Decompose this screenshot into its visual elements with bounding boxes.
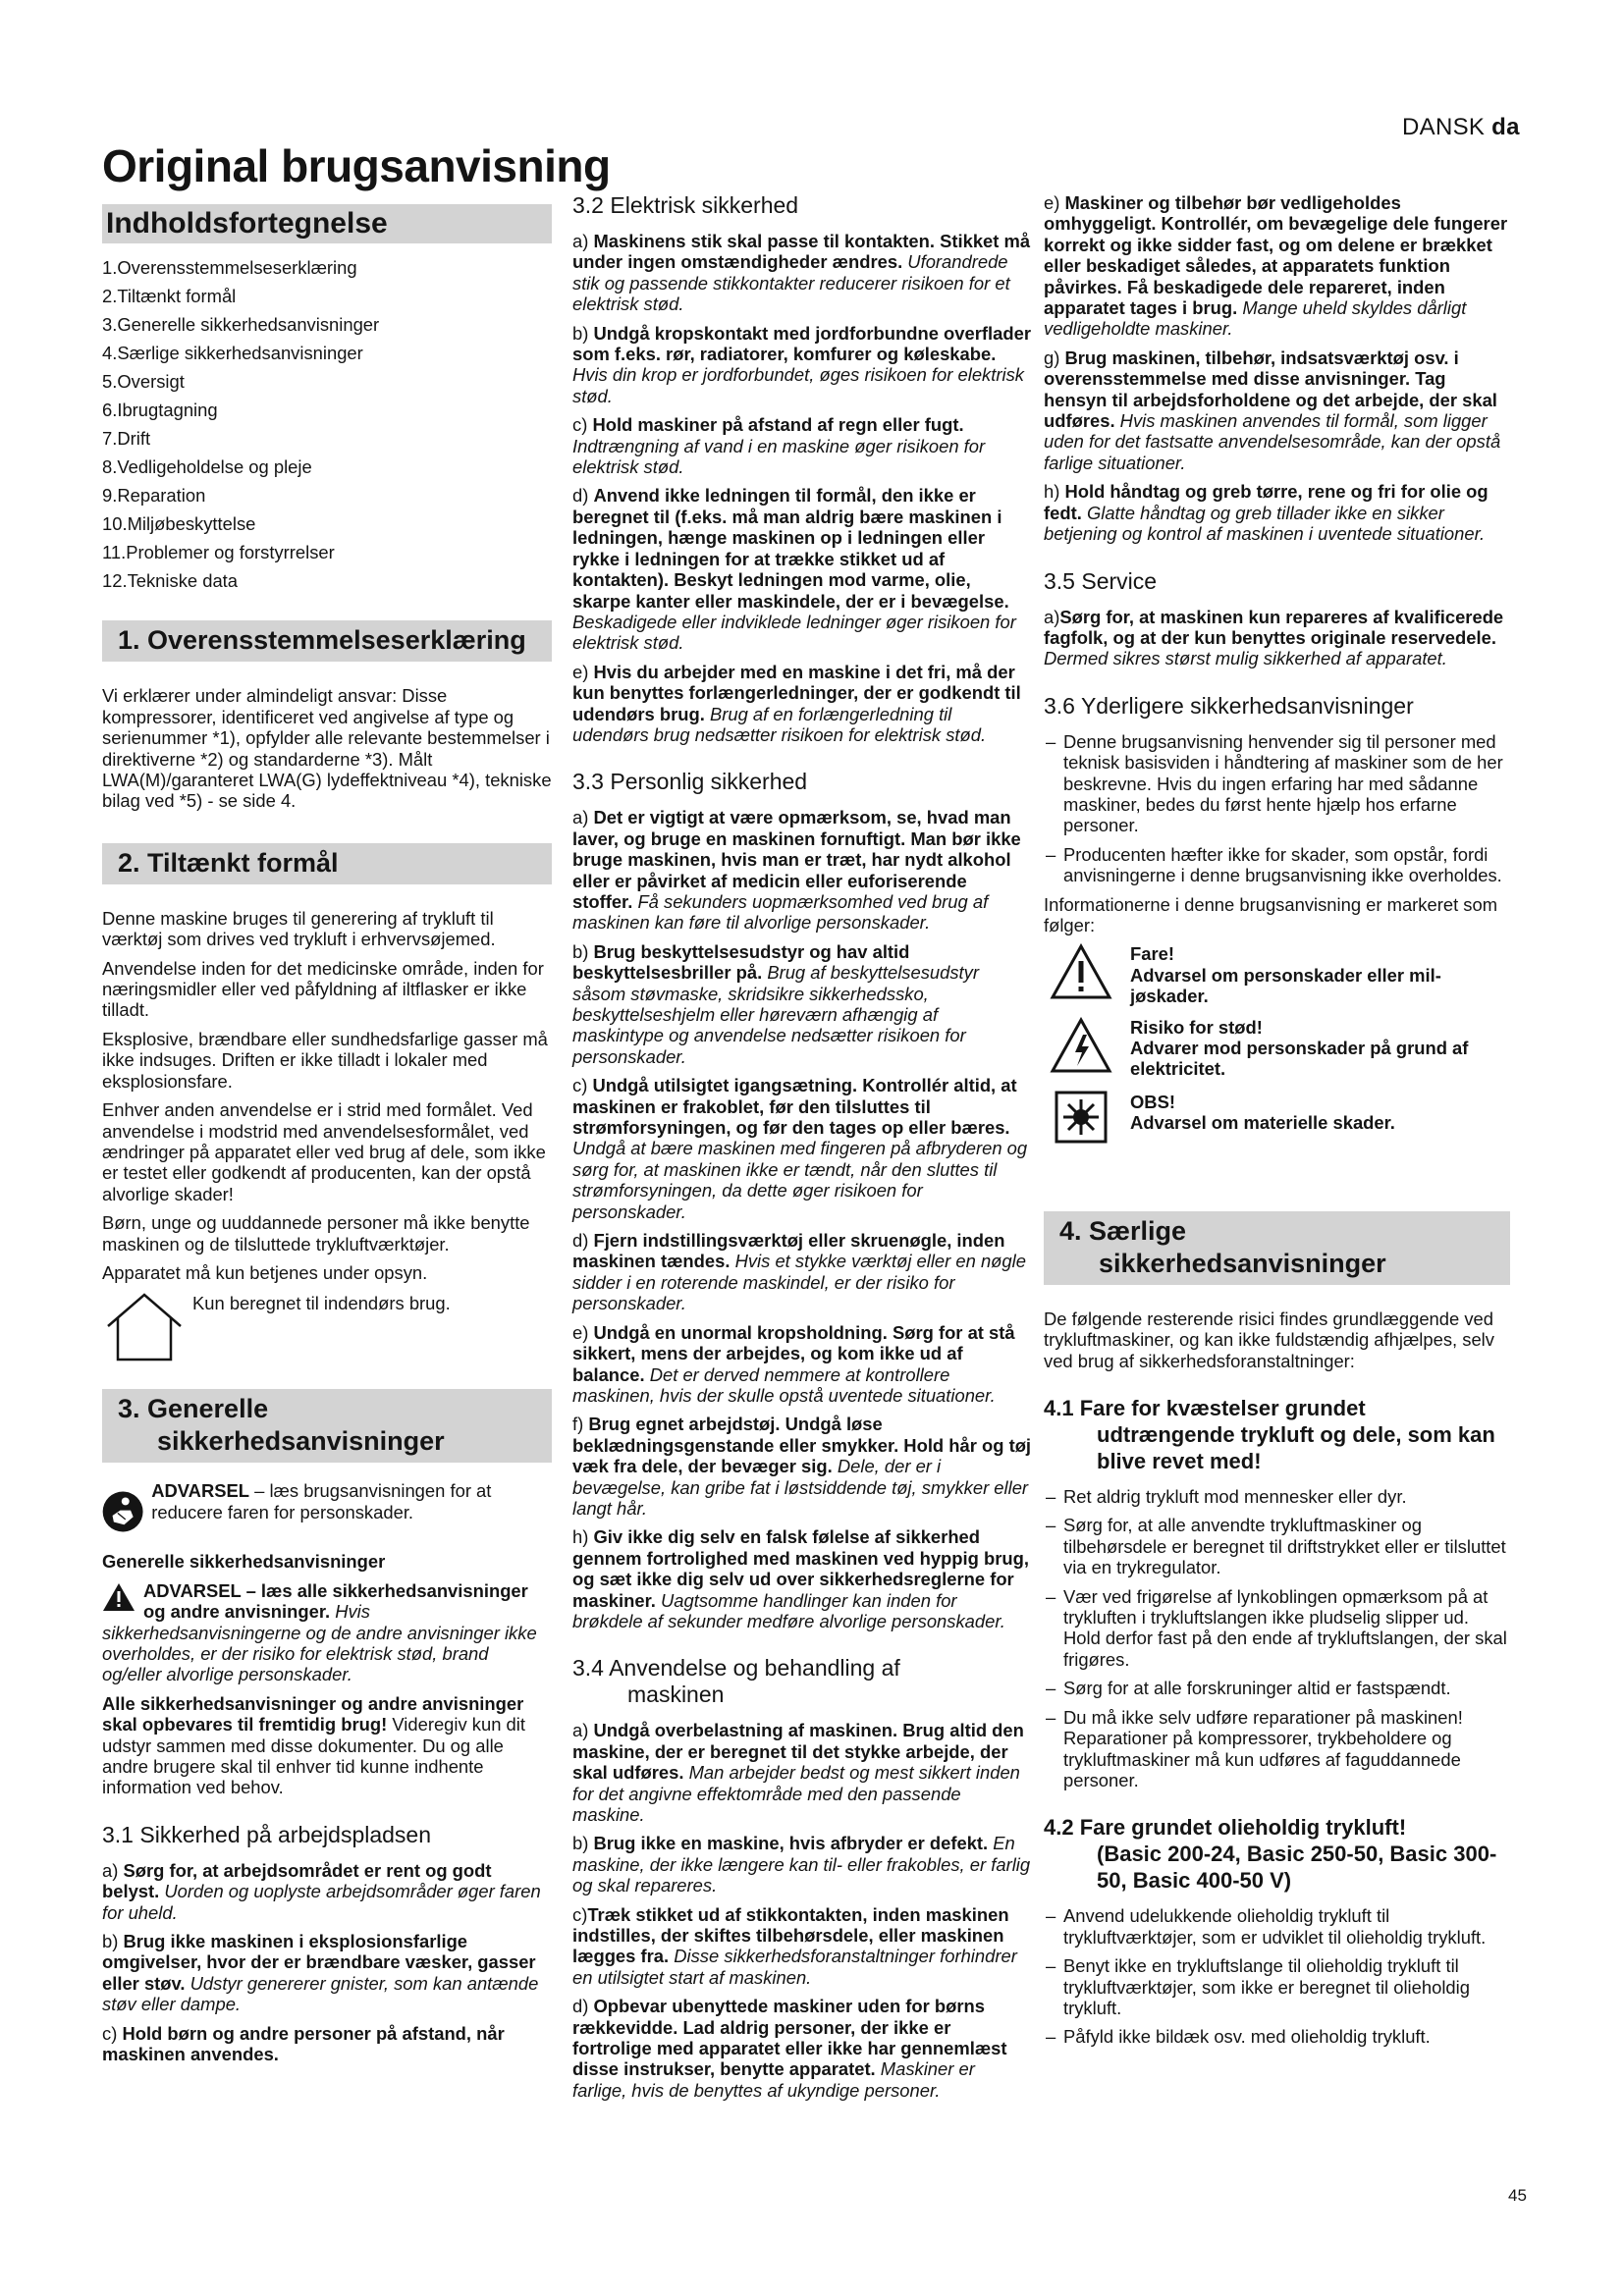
safety-item — [102, 2023, 552, 2065]
safety-item — [1044, 347, 1510, 473]
list-item: – Benyt ikke en trykluftslange til olieholdig trykluft til trykluftværktøjer, som ikke er beregnet til olieholdig trykluft. — [1044, 1955, 1510, 2018]
item-reason: Uagtsomme handlinger kan inden for brøkdele af sekunder medføre alvorlige personskader. — [572, 1589, 1005, 1631]
section-3-heading: 3. Generelle sikkerhedsanvisninger — [102, 1389, 552, 1463]
section-4-2-heading: 4.2 Fare grundet olieholdig trykluft! (Basic 200-24, Basic 250-50, Basic 300-50, Basic 400-50 V) — [1044, 1815, 1497, 1894]
read-manual-icon — [102, 1480, 143, 1543]
item-label: e) — [572, 661, 594, 682]
safety-item — [572, 1414, 1032, 1519]
column-3 — [1044, 192, 1510, 2056]
safety-item — [572, 485, 1032, 653]
item-rule: Det er vigtigt at være opmærksom, se, hvad man laver, og bruge en maskinen fornuftigt. Man bør ikke bruge maskinen, hvis man er træt, har nydt alkohol eller er påvirket af medicin eller euforiserende stoffer. — [572, 807, 1021, 912]
item-reason: Indtrængning af vand i en maskine øger risikoen for elektrisk stød. — [572, 435, 986, 478]
item-label: d) — [572, 485, 594, 507]
safety-item — [572, 231, 1032, 315]
item-label: a) — [572, 1720, 594, 1741]
column-2 — [572, 192, 1032, 2109]
section-4-heading: 4. Særlige sikkerhedsanvisninger — [1044, 1211, 1510, 1285]
item-rule: Maskiner og tilbehør bør vedligeholdes omhyggeligt. Kontrollér, om bevægelige dele fungerer korrekt og ikke sidder fast, og om delene er brækket eller beskadiget således, at apparatets funktion påvirkes. Få beskadigede dele repareret, inden apparatet tages i brug. — [1044, 192, 1508, 319]
language-label: DANSK da — [1402, 114, 1520, 140]
safety-item — [572, 1996, 1032, 2101]
section-3-2-heading: 3.2 Elektrisk sikkerhed — [572, 192, 799, 218]
item-rule: Undgå kropskontakt med jordforbundne overflader som f.eks. rør, radiatorer, komfurer og køleskabe. — [572, 322, 1031, 365]
safety-item — [1044, 481, 1510, 544]
section-3-2-items — [572, 231, 1032, 745]
toc-item: 9.Reparation — [102, 485, 206, 506]
section-3-1-items — [102, 1860, 552, 2065]
item-reason: Man arbejder bedst og mest sikkert inden for det angivne effektområde med den passende maskine. — [572, 1762, 1020, 1825]
toc-item: 10.Miljøbeskyttelse — [102, 513, 256, 534]
item-rule: Brug maskinen, tilbehør, indsatsværktøj osv. i overensstemmelse med disse anvisninger. Tag hensyn til arbejdsforholdene og det arbejde, der skal udføres. — [1044, 347, 1497, 432]
item-label: d) — [572, 1996, 594, 2017]
general-safety-subheading: Generelle sikkerhedsanvisninger — [102, 1551, 386, 1573]
column-1 — [102, 204, 552, 2072]
obs-icon — [1054, 1090, 1109, 1145]
safety-item — [572, 323, 1032, 407]
item-rule: Brug egnet arbejdstøj. Undgå løse beklædningsgenstande eller smykker. Hold hår og tøj væk fra dele, der bevæger sig. — [572, 1414, 1032, 1477]
item-label: c) — [102, 2022, 123, 2044]
safety-item — [572, 1833, 1032, 1896]
electric-shock-icon — [1050, 1017, 1112, 1074]
house-icon — [102, 1291, 187, 1363]
item-reason: Det er derved nemmere at kontrollere maskinen, hvis der skulle opstå uventede situationer. — [572, 1363, 996, 1406]
read-all-warning: ADVARSEL – læs alle sikkerhedsanvisninger og andre anvisninger. Hvis sikkerhedsanvisningerne og de andre anvisninger ikke overholdes, er der risiko for elektrisk stød, brand og/eller alvorlige personskader. — [102, 1579, 537, 1685]
toc-item: 7.Drift — [102, 428, 151, 449]
safety-item — [102, 1931, 552, 2015]
item-label: h) — [1044, 481, 1065, 503]
keep-instructions: Alle sikkerhedsanvisninger og andre anvisninger skal opbevares til fremtidig brug! Videregiv kun dit udstyr sammen med disse dokumenter. Du og alle andre brugere skal til enhver tid kunne indhente information ved behov. — [102, 1692, 525, 1798]
paragraph: Enhver anden anvendelse er i strid med formålet. Ved anvendelse i modstrid med anvendelsesformålet, ved ændringer på apparatet eller ved brug af dele, som ikke er testet eller godkendt af producenten, kan der opstå alvorlige skader! — [102, 1099, 546, 1204]
list-item: – Du må ikke selv udføre reparationer på maskinen! Reparationer på kompressorer, trykbeholdere og trykluftmaskiner må kun udføres af faguddannede personer. — [1044, 1707, 1510, 1791]
item-label: b) — [572, 322, 594, 344]
safety-item — [572, 662, 1032, 746]
section-3-4-items — [572, 1720, 1032, 2101]
item-rule: Maskinens stik skal passe til kontakten. Stikket må under ingen omstændigheder ændres. — [572, 231, 1031, 273]
item-reason: Disse sikkerhedsforanstaltninger forhindrer en utilsigtet start af maskinen. — [572, 1946, 1017, 1988]
section-3-3-heading: 3.3 Personlig sikkerhed — [572, 769, 808, 795]
section-4-2-list — [1044, 1905, 1510, 2047]
item-label: h) — [572, 1526, 594, 1548]
danger-legend-row: Fare! Advarsel om personskader eller mil-jøskader. — [1044, 943, 1510, 1006]
item-label: b) — [572, 1833, 594, 1854]
item-label: g) — [1044, 347, 1065, 368]
section-1-heading: 1. Overensstemmelseserklæring — [102, 620, 552, 662]
item-reason: Maskiner er farlige, hvis de benyttes af ukyndige personer. — [572, 2058, 975, 2101]
item-reason: Hvis maskinen anvendes til formål, som ligger uden for det fastsatte anvendelsesområde, kan der opstå farlige situationer. — [1044, 410, 1501, 473]
warning-triangle-icon — [102, 1582, 135, 1612]
safety-item — [572, 807, 1032, 933]
section-3-4-items-cont — [1044, 192, 1510, 545]
list-item: – Ret aldrig trykluft mod mennesker eller dyr. — [1044, 1486, 1510, 1507]
paragraph: Eksplosive, brændbare eller sundhedsfarlige gasser må ikke indsuges. Driften er ikke tilladt i lokaler med eksplosionsfare. — [102, 1028, 548, 1092]
paragraph: Denne maskine bruges til generering af trykluft til værktøj som drives ved trykluft i erhvervsøjemed. — [102, 907, 496, 950]
indoor-use-text: Kun beregnet til indendørs brug. — [192, 1293, 451, 1314]
item-rule: Anvend ikke ledningen til formål, den ikke er beregnet til (f.eks. må man aldrig bære maskinen i ledningen, hænge maskinen op i ledningen eller rykke i ledningen for at trække stikket ud af kontakten). Beskyt ledningen mod varme, olie, skarpe kanter eller maskindele, der er i bevægelse. — [572, 485, 1009, 612]
indoor-use-note — [102, 1291, 552, 1363]
item-reason: Brug af en forlængerledning til udendørs brug nedsætter risikoen for elektrisk stød. — [572, 703, 987, 745]
item-label: e) — [1044, 192, 1065, 213]
item-rule: Brug beskyttelsesudstyr og hav altid beskyttelsesbriller på. — [572, 940, 910, 984]
toc-item: 12.Tekniske data — [102, 570, 239, 591]
list-item: – Påfyld ikke bildæk osv. med olieholdig trykluft. — [1044, 2026, 1510, 2047]
item-reason: Beskadigede eller indviklede ledninger øger risikoen for elektrisk stød. — [572, 611, 1016, 654]
item-reason: Mange uheld skyldes dårligt vedligeholdte maskiner. — [1044, 297, 1467, 340]
warning-legend — [1044, 943, 1510, 1149]
item-reason: Dele, der er i bevægelse, kan gribe fat i løstsiddende tøj, smykker eller langt hår. — [572, 1456, 1029, 1519]
item-rule: Undgå utilsigtet igangsætning. Kontrollér altid, at maskinen er frakoblet, før den tilsluttes til strømforsyningen, og før den tages op eller bæres. — [572, 1075, 1017, 1139]
item-rule: Undgå overbelastning af maskinen. Brug altid den maskine, der er beregnet til det stykke arbejde, der skal udføres. — [572, 1720, 1024, 1784]
list-item: – Sørg for, at alle anvendte trykluftmaskiner og tilbehørsdele er beregnet til driftstrykket eller er tilsluttet via en trykregulator. — [1044, 1515, 1510, 1577]
page-title: Original brugsanvisning — [102, 140, 611, 191]
toc-item: 11.Problemer og forstyrrelser — [102, 542, 335, 562]
item-rule: Sørg for, at arbejdsområdet er rent og godt belyst. — [102, 1859, 492, 1902]
item-label: a) — [102, 1859, 124, 1881]
item-label: a) — [572, 231, 594, 251]
paragraph: Børn, unge og uuddannede personer må ikke benytte maskinen og de tilsluttede trykluftværktøjer. — [102, 1212, 530, 1255]
item-label: c) — [572, 1075, 593, 1096]
markings-intro: Informationerne i denne brugsanvisning er markeret som følger: — [1044, 893, 1498, 935]
warning-triangle-icon — [1050, 943, 1112, 1000]
section-3-1-heading: 3.1 Sikkerhed på arbejdspladsen — [102, 1821, 432, 1847]
item-rule: Fjern indstillingsværktøj eller skruenøgle, inden maskinen tændes. — [572, 1230, 1005, 1272]
section-4-text: De følgende resterende risici findes grundlæggende ved trykluftmaskiner, og kan ikke fuldstændig afhjælpes, selv ved brug af sikkerhedsforanstaltninger: — [1044, 1308, 1494, 1371]
toc-item: 8.Vedligeholdelse og pleje — [102, 456, 312, 477]
toc-item: 5.Oversigt — [102, 371, 185, 392]
list-item: – Vær ved frigørelse af lynkoblingen opmærksom på at trykluften i trykluftslangen ikke pludselig slipper ud. Hold derfor fast på den ende af trykluftslangen, der skal frigøres. — [1044, 1586, 1510, 1671]
item-reason: Udstyr genererer gnister, som kan antænde støv eller dampe. — [102, 1972, 539, 2015]
paragraph: Anvendelse inden for det medicinske område, inden for næringsmidler eller ved påfyldning af iltflasker er ikke tilladt. — [102, 957, 544, 1021]
safety-item — [572, 1322, 1032, 1407]
item-rule: Hold børn og andre personer på afstand, når maskinen anvendes. — [102, 2022, 505, 2065]
list-item: – Producenten hæfter ikke for skader, som opstår, fordi anvisningerne i denne brugsanvisning ikke overholdes. — [1044, 844, 1510, 886]
section-3-5-heading: 3.5 Service — [1044, 567, 1158, 594]
read-manual-warning: ADVARSEL – læs brugsanvisningen for at reducere faren for personskader. — [102, 1480, 552, 1543]
item-reason: Brug af beskyttelsesudstyr såsom støvmaske, skridsikre sikkerhedssko, beskyttelseshjelm eller høreværn afhængig af maskintype og anvendelse nedsætter risikoen for personskader. — [572, 962, 979, 1067]
safety-item — [1044, 192, 1510, 340]
item-rule: Hold håndtag og greb tørre, rene og fri for olie og fedt. — [1044, 481, 1489, 523]
section-3-3-items — [572, 807, 1032, 1631]
list-item: – Denne brugsanvisning henvender sig til personer med teknisk basisviden i håndtering af maskiner som de her beskrevne. Hvis du ingen erfaring har med sådanne maskiner, bedes du først hente hjælp hos erfarne personer. — [1044, 731, 1510, 836]
item-label: e) — [572, 1321, 594, 1343]
section-4-1-heading: 4.1 Fare for kvæstelser grundet udtrængende trykluft og dele, som kan blive revet med! — [1044, 1396, 1495, 1474]
section-3-5-text: a)Sørg for, at maskinen kun repareres af kvalificerede fagfolk, og at der kun benyttes originale reservedele. Dermed sikres størst mulig sikkerhed af apparatet. — [1044, 606, 1504, 669]
toc-item: 4.Særlige sikkerhedsanvisninger — [102, 343, 363, 363]
item-rule: Undgå en unormal kropsholdning. Sørg for at stå sikkert, mens der arbejdes, og kom ikke ud af balance. — [572, 1321, 1015, 1385]
safety-item — [572, 1075, 1032, 1222]
safety-item — [572, 1230, 1032, 1314]
item-reason: Få sekunders uopmærksomhed ved brug af maskinen kan føre til alvorlige personskader. — [572, 890, 989, 934]
section-3-4-heading: 3.4 Anvendelse og behandling af maskinen — [572, 1655, 900, 1708]
paragraph: Apparatet må kun betjenes under opsyn. — [102, 1261, 428, 1283]
safety-item — [572, 1904, 1032, 1989]
item-label: b) — [102, 1931, 124, 1952]
safety-item — [572, 1526, 1032, 1631]
toc-item: 2.Tiltænkt formål — [102, 286, 237, 306]
section-1-text: Vi erklærer under almindeligt ansvar: Disse kompressorer, identificeret ved angivelse af type og serienummer *1), opfylder alle relevante bestemmelser i direktiverne *2) og standarderne *3). Målt LWA(M)/garanteret LWA(G) lydeffektniveau *4), tekniske bilag ved *5) - se side 4. — [102, 685, 552, 812]
safety-item — [572, 941, 1032, 1067]
section-2-body — [102, 908, 552, 1284]
safety-item — [572, 414, 1032, 477]
toc-item: 6.Ibrugtagning — [102, 400, 218, 420]
item-reason: Undgå at bære maskinen med fingeren på afbryderen og sørg for, at maskinen ikke er tændt, når den sluttes til strømforsyningen, da dette øger risikoen for personskader. — [572, 1138, 1028, 1222]
item-rule: Hold maskiner på afstand af regn eller fugt. — [592, 414, 964, 436]
item-reason: Hvis din krop er jordforbundet, øges risikoen for elektrisk stød. — [572, 364, 1024, 406]
section-4-1-list — [1044, 1486, 1510, 1790]
item-reason: En maskine, der ikke længere kan til- eller frakobles, er farlig og skal repareres. — [572, 1833, 1031, 1896]
item-rule: Opbevar ubenyttede maskiner uden for børns rækkevidde. Lad aldrig personer, der ikke er fortrolige med apparatet eller ikke har gennemlæst disse instrukser, benytte apparatet. — [572, 1996, 1007, 2080]
item-label: b) — [572, 940, 594, 962]
list-item: – Sørg for at alle forskruninger altid er fastspændt. — [1044, 1678, 1510, 1698]
safety-item — [102, 1860, 552, 1923]
safety-item — [572, 1720, 1032, 1825]
shock-legend-row: Risiko for stød! Advarer mod personskader på grund af elektricitet. — [1044, 1017, 1510, 1080]
obs-legend-row: OBS! Advarsel om materielle skader. — [1044, 1090, 1510, 1150]
item-rule: Hvis du arbejder med en maskine i det fri, må der kun benyttes forlængerledninger, der er godkendt til udendørs brug. — [572, 661, 1021, 724]
toc-item: 1.Overensstemmelseserklæring — [102, 257, 357, 278]
item-label: c) — [572, 1903, 588, 1925]
list-item: – Anvend udelukkende olieholdig trykluft til trykluftværktøjer, som er udviklet til olieholdig trykluft. — [1044, 1905, 1510, 1948]
item-rule: Brug ikke en maskine, hvis afbryder er defekt. — [593, 1833, 989, 1854]
item-reason: Glatte håndtag og greb tillader ikke en sikker betjening og kontrol af maskinen i uventede situationer. — [1044, 502, 1486, 545]
toc-heading: Indholdsfortegnelse — [102, 204, 552, 243]
item-label: c) — [572, 414, 593, 436]
page-number: 45 — [1508, 2186, 1527, 2205]
item-rule: Træk stikket ud af stikkontakten, inden maskinen indstilles, der skiftes tilbehørsdele, eller maskinen lægges fra. — [572, 1903, 1009, 1967]
item-label: a) — [572, 807, 594, 828]
section-2-heading: 2. Tiltænkt formål — [102, 843, 552, 884]
item-reason: Uorden og uoplyste arbejdsområder øger faren for uheld. — [102, 1881, 541, 1923]
section-3-6-list — [1044, 731, 1510, 886]
item-rule: Brug ikke maskinen i eksplosionsfarlige omgivelser, hvor der er brændbare væsker, gasser eller støv. — [102, 1931, 536, 1994]
item-label: f) — [572, 1414, 589, 1435]
item-reason: Uforandrede stik og passende stikkontakter reducerer risikoen for et elektrisk stød. — [572, 251, 1010, 315]
toc-item: 3.Generelle sikkerhedsanvisninger — [102, 314, 380, 335]
section-3-6-heading: 3.6 Yderligere sikkerhedsanvisninger — [1044, 692, 1414, 719]
item-label: d) — [572, 1230, 594, 1252]
item-rule: Giv ikke dig selv en falsk følelse af sikkerhed gennem fortrolighed med maskinen ved hyppig brug, og sæt ikke dig selv ud over sikkerhedsreglerne for maskiner. — [572, 1526, 1029, 1611]
toc-list — [102, 257, 552, 591]
item-reason: Hvis et stykke værktøj eller en nøgle sidder i en roterende maskindel, er der risiko for personskader. — [572, 1251, 1026, 1314]
